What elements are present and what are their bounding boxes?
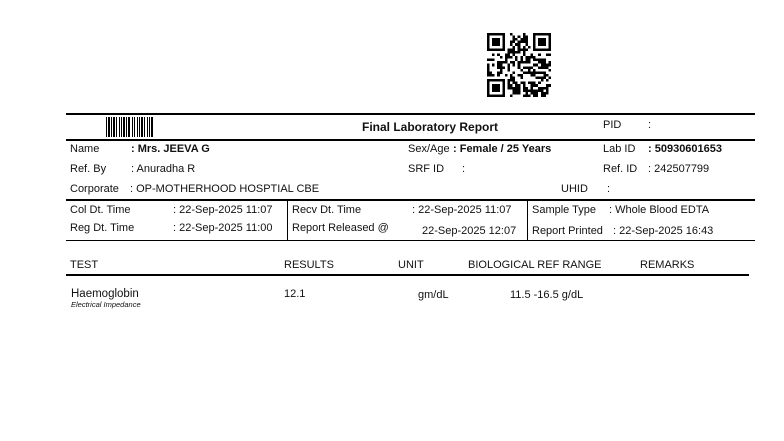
test-method: Electrical Impedance <box>71 300 141 309</box>
corporate-value: : OP-MOTHERHOOD HOSPTIAL CBE <box>130 183 320 195</box>
corporate-label: Corporate <box>70 183 119 195</box>
test-result: 12.1 <box>284 288 306 300</box>
labid-value: : 50930601653 <box>648 143 723 155</box>
srfid-label: SRF ID <box>408 163 445 175</box>
test-name: Haemoglobin <box>71 288 139 300</box>
refby-label: Ref. By <box>70 163 107 175</box>
col-time-value: : 22-Sep-2025 11:07 <box>173 204 273 216</box>
sample-type-label: Sample Type <box>532 204 597 216</box>
printed-label: Report Printed <box>532 225 603 237</box>
recv-time-label: Recv Dt. Time <box>292 204 362 216</box>
sexage-value: : Female / 25 Years <box>453 143 552 155</box>
time-divider-2 <box>527 201 528 240</box>
refid-value: : 242507799 <box>648 163 710 175</box>
uhid-value: : <box>607 183 611 195</box>
srfid-value: : <box>462 163 466 175</box>
col-header-test: TEST <box>70 259 99 271</box>
col-header-remarks: REMARKS <box>640 259 695 271</box>
col-time-label: Col Dt. Time <box>70 204 131 216</box>
barcode <box>106 117 168 137</box>
times-bottom-rule <box>66 240 755 241</box>
refby-value: : Anuradha R <box>131 163 196 175</box>
test-range: 11.5 -16.5 g/dL <box>510 289 584 301</box>
refid-label: Ref. ID <box>603 163 638 175</box>
released-value: 22-Sep-2025 12:07 <box>422 225 517 237</box>
results-header-rule <box>66 274 749 276</box>
sample-type-value: : Whole Blood EDTA <box>609 204 710 216</box>
qr-code <box>487 33 551 97</box>
pid-label: PID <box>603 119 622 131</box>
uhid-label: UHID <box>561 183 588 195</box>
reg-time-value: : 22-Sep-2025 11:00 <box>173 222 273 234</box>
header-top-rule <box>66 113 755 115</box>
title-bottom-rule <box>66 139 755 141</box>
printed-value: : 22-Sep-2025 16:43 <box>613 225 714 237</box>
sexage-label: Sex/Age <box>408 143 450 155</box>
pid-colon: : <box>648 119 652 131</box>
time-divider-1 <box>287 201 288 240</box>
name-value: : Mrs. JEEVA G <box>131 143 210 155</box>
reg-time-label: Reg Dt. Time <box>70 222 135 234</box>
report-title: Final Laboratory Report <box>362 120 499 134</box>
test-unit: gm/dL <box>418 289 449 301</box>
col-header-range: BIOLOGICAL REF RANGE <box>468 259 602 271</box>
patient-bottom-rule <box>66 199 755 201</box>
col-header-unit: UNIT <box>398 259 424 271</box>
recv-time-value: : 22-Sep-2025 11:07 <box>412 204 512 216</box>
released-label: Report Released @ <box>292 222 389 234</box>
labid-label: Lab ID <box>603 143 636 155</box>
col-header-results: RESULTS <box>284 259 334 271</box>
name-label: Name <box>70 143 100 155</box>
